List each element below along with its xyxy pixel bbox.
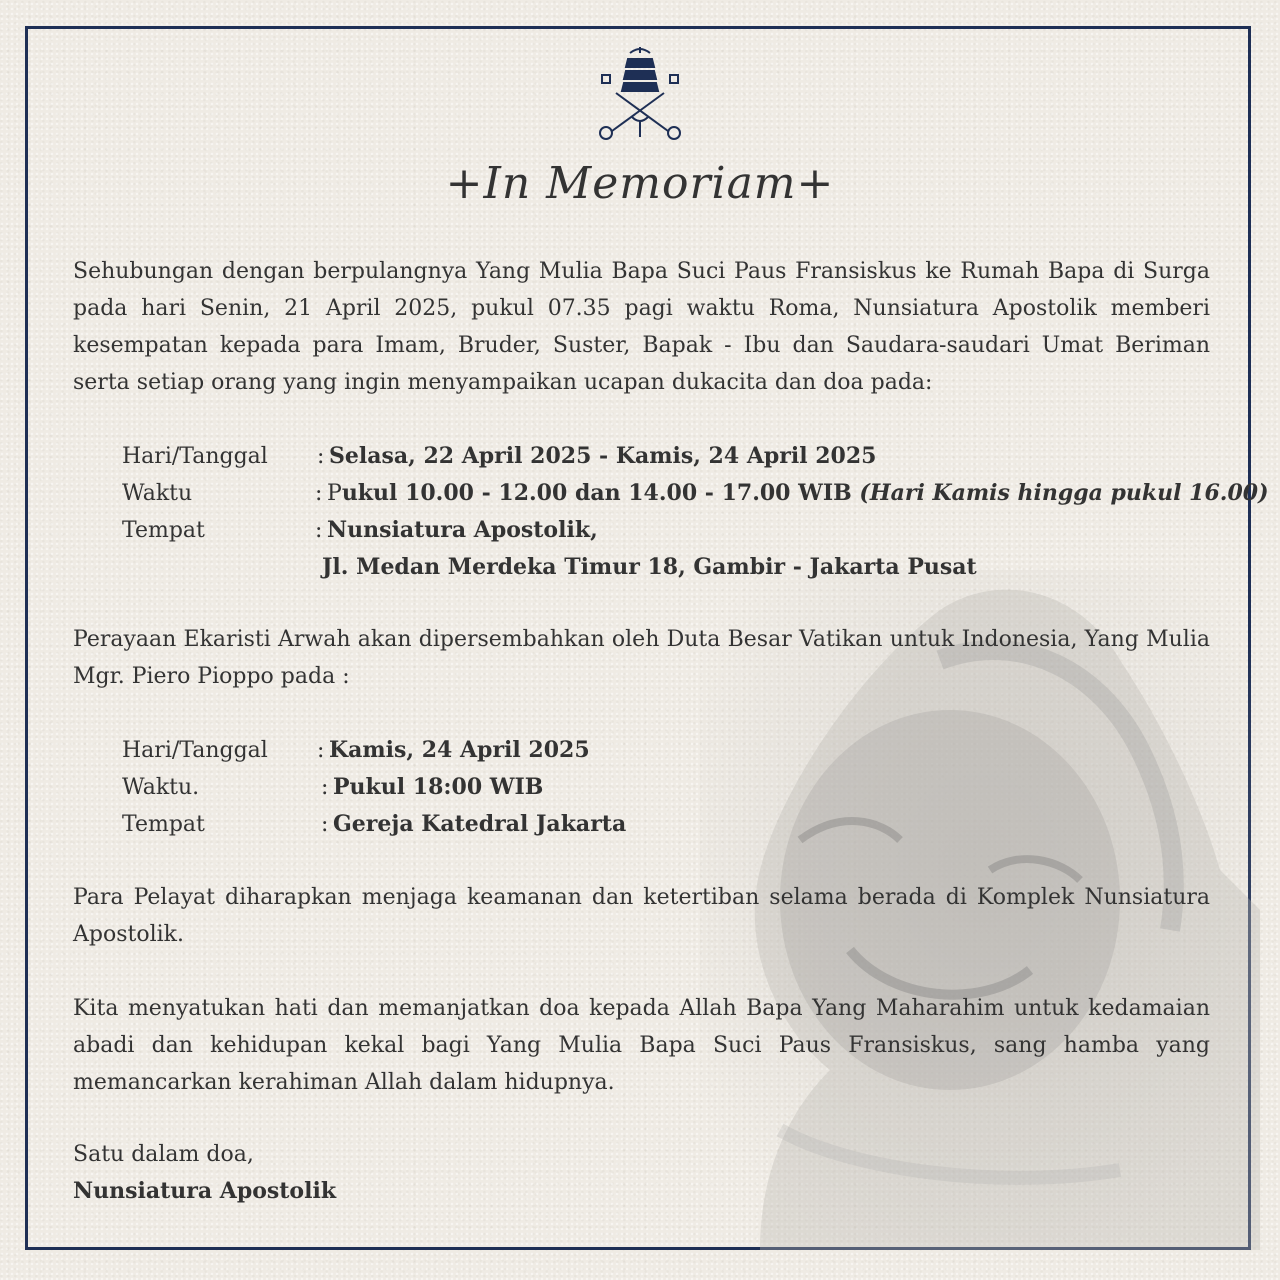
- condolence-time-value: Pukul 10.00 - 12.00 dan 14.00 - 17.00 WIB (Hari Kamis hingga pukul 16.00): [327, 480, 1269, 506]
- condolence-day-label: Hari/Tanggal: [122, 444, 268, 469]
- signature: Nunsiatura Apostolik: [73, 1178, 337, 1204]
- condolence-time-label: Waktu: [122, 481, 193, 506]
- mass-intro-paragraph: Perayaan Ekaristi Arwah akan dipersembahkan oleh Duta Besar Vatikan untuk Indonesia, Yang Mulia Mgr. Piero Pioppo pada :: [73, 627, 1210, 689]
- papal-keys-tiara-icon: [592, 45, 688, 141]
- mass-schedule: [122, 732, 822, 843]
- prayer-paragraph: Kita menyatukan hati dan memanjatkan doa kepada Allah Bapa Yang Maharahim untuk kedamaian abadi dan kehidupan kekal bagi Yang Mulia Bapa Suci Paus Fransiskus, sang hamba yang memancarkan kerahiman Allah dalam hidupnya.: [73, 996, 1210, 1095]
- mass-place-value: Gereja Katedral Jakarta: [333, 811, 627, 837]
- mass-time-row: Waktu. : Pukul 18:00 WIB: [122, 769, 822, 806]
- page-title: +In Memoriam+: [445, 158, 835, 209]
- condolence-time-row: Waktu : Pukul 10.00 - 12.00 dan 14.00 - 17.00 WIB (Hari Kamis hingga pukul 16.00): [122, 475, 1222, 512]
- condolence-place-label: Tempat: [122, 518, 205, 543]
- condolence-time-note: (Hari Kamis hingga pukul 16.00): [859, 480, 1269, 506]
- mass-day-value: Kamis, 24 April 2025: [329, 737, 590, 763]
- condolence-place-row: Tempat : Nunsiatura Apostolik,: [122, 512, 1222, 549]
- mass-time-label: Waktu.: [122, 775, 200, 800]
- mass-time-value: Pukul 18:00 WIB: [333, 774, 544, 800]
- condolence-place-value: Nunsiatura Apostolik,: [327, 517, 598, 543]
- closing-line: Satu dalam doa,: [73, 1142, 254, 1167]
- condolence-day-value: Selasa, 22 April 2025 - Kamis, 24 April 2025: [329, 443, 877, 469]
- mass-day-label: Hari/Tanggal: [122, 738, 268, 763]
- condolence-address-row: [122, 549, 1222, 586]
- mass-place-label: Tempat: [122, 812, 205, 837]
- mass-place-row: Tempat : Gereja Katedral Jakarta: [122, 806, 822, 843]
- condolence-schedule: [122, 438, 1269, 586]
- visitors-note-paragraph: Para Pelayat diharapkan menjaga keamanan dan ketertiban selama berada di Komplek Nunsiatura Apostolik.: [73, 885, 1210, 947]
- mass-day-row: Hari/Tanggal : Kamis, 24 April 2025: [122, 732, 822, 769]
- condolence-address: Jl. Medan Merdeka Timur 18, Gambir - Jakarta Pusat: [322, 554, 977, 580]
- intro-paragraph: Sehubungan dengan berpulangnya Yang Mulia Bapa Suci Paus Fransiskus ke Rumah Bapa di Surga pada hari Senin, 21 April 2025, pukul 07.35 pagi waktu Roma, Nunsiatura Apostolik memberi kesempatan kepada para Imam, Bruder, Suster, Bapak - Ibu dan Saudara-saudari Umat Beriman serta setiap orang yang ingin menyampaikan ucapan dukacita dan doa pada:: [73, 259, 1210, 395]
- condolence-day-row: Hari/Tanggal : Selasa, 22 April 2025 - Kamis, 24 April 2025: [122, 438, 1222, 475]
